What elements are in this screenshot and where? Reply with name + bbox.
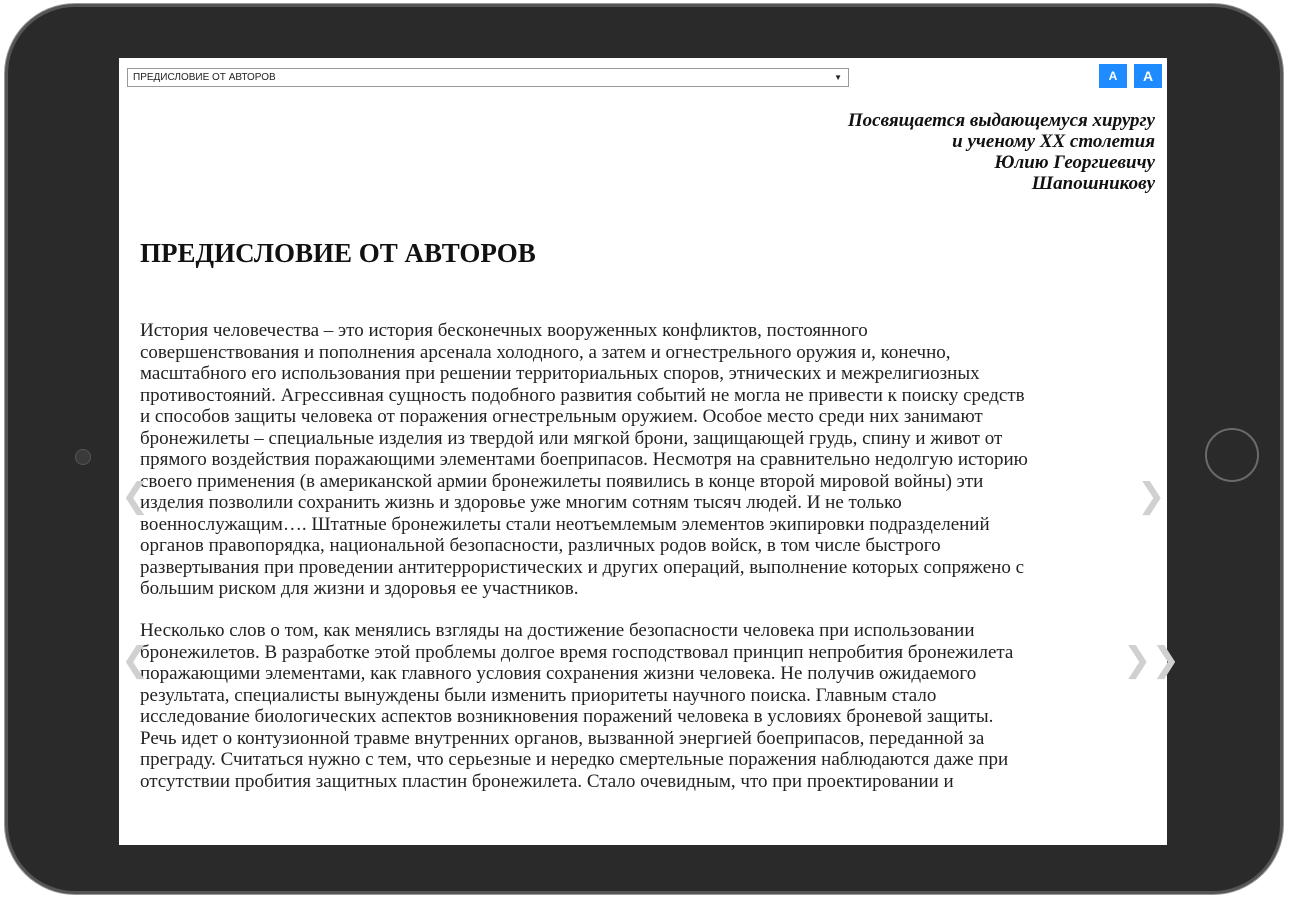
- dedication-line: Юлию Георгиевичу: [994, 152, 1155, 173]
- text-line: противостояний. Агрессивная сущность подобного развития событий не могла не привести к поиску средств: [140, 384, 1025, 406]
- text-line: масштабного его использования при решении территориальных споров, этнических и межрелигиозных: [140, 363, 980, 384]
- text-line: органов правопорядка, национальной безопасности, различных родов войск, в том числе быстрого: [140, 535, 941, 556]
- paragraph: [140, 320, 1028, 600]
- text-line: своего применения (в американской армии бронежилеты появились в конце второй мировой войны) эти: [140, 470, 984, 492]
- text-line: совершенствования и пополнения арсенала холодного, а затем и огнестрельного оружия и, конечно,: [140, 341, 951, 363]
- text-line: История человечества – это история бесконечных вооруженных конфликтов, постоянного: [140, 320, 868, 341]
- text-line: бронежилетов. В разработке этой проблемы долгое время господствовал принцип непробития бронежилета: [140, 641, 1014, 663]
- text-line: исследование биологических аспектов возникновения поражений человека в условиях броневой защиты.: [140, 706, 994, 727]
- text-line: Речь идет о контузионной травме внутренних органов, вызванной энергией боеприпасов, переданной за: [140, 727, 985, 749]
- prev-page-button[interactable]: ❮: [121, 476, 150, 516]
- dedication: [848, 110, 1155, 194]
- increase-font-button[interactable]: A: [1134, 64, 1162, 88]
- decrease-font-button[interactable]: A: [1099, 64, 1127, 88]
- text-line: развертывания при проведении антитеррористических и других операций, выполнение которых сопряжено с: [140, 556, 1025, 578]
- chapter-heading: ПРЕДИСЛОВИЕ ОТ АВТОРОВ: [140, 238, 536, 268]
- paragraph: [140, 620, 1013, 792]
- dedication-line: и ученому XX столетия: [952, 131, 1155, 152]
- dedication-line: Посвящается выдающемуся хирургу: [847, 110, 1155, 131]
- chapter-select-value: ПРЕДИСЛОВИЕ ОТ АВТОРОВ: [133, 72, 276, 83]
- dedication-line: Шапошникову: [1031, 173, 1155, 194]
- text-line: большим риском для жизни и здоровья ее участников.: [140, 578, 579, 599]
- next-page-button[interactable]: ❯: [1137, 476, 1166, 516]
- text-line: прямого воздействия поражающими элементами боеприпасов. Несмотря на сравнительно недолгую историю: [140, 449, 1028, 470]
- text-line: преграду. Считаться нужно с тем, что серьезные и нередко смертельные поражения наблюдаются даже при: [140, 749, 1009, 770]
- camera-icon: [75, 449, 91, 465]
- home-button[interactable]: [1205, 428, 1259, 482]
- text-line: изделия позволили сохранить жизнь и здоровье уже многим сотням тысяч людей. И не только: [140, 492, 902, 513]
- text-line: бронежилеты – специальные изделия из твердой или мягкой брони, защищающей грудь, спину и живот от: [140, 427, 1003, 449]
- text-line: отсутствии пробития защитных пластин бронежилета. Стало очевидным, что при проектировании и: [140, 770, 954, 792]
- text-line: результата, специалисты вынуждены были изменить приоритеты научного поиска. Главным стало: [140, 684, 937, 706]
- next-section-button[interactable]: ❯❯: [1123, 640, 1180, 680]
- chevron-down-icon: ▼: [834, 73, 842, 82]
- text-line: и способов защиты человека от поражения огнестрельным оружием. Особое место среди них занимают: [140, 406, 983, 427]
- chapter-select[interactable]: [127, 68, 849, 87]
- text-line: Несколько слов о том, как менялись взгляды на достижение безопасности человека при использовании: [140, 620, 975, 641]
- text-line: военнослужащим…. Штатные бронежилеты стали неотъемлемым элементов экипировки подразделений: [140, 513, 990, 535]
- reader-screen: [119, 58, 1180, 845]
- text-line: поражающими элементами, как главного условия сохранения жизни человека. Не получив ожидаемого: [140, 663, 977, 684]
- prev-section-button[interactable]: ❮: [121, 640, 150, 680]
